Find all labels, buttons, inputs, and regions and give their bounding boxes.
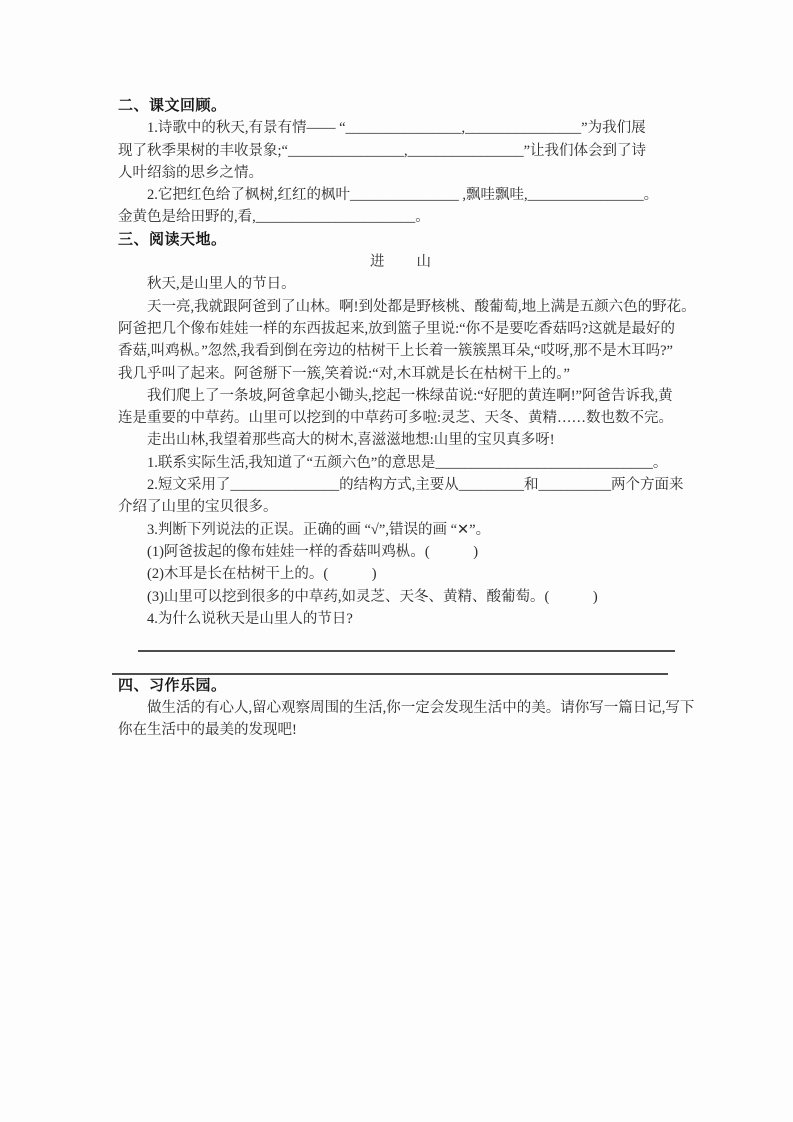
section-heading: 四、习作乐园。 <box>118 676 227 694</box>
worksheet-document <box>118 95 696 742</box>
worksheet-text-line: 金黄色是给田野的,看,______________________。 <box>118 209 430 226</box>
worksheet-text-line: 介绍了山里的宝贝很多。 <box>118 499 278 516</box>
answer-writing-line <box>138 630 675 652</box>
worksheet-text-line: 1.联系实际生活,我知道了“五颜六色”的意思是______________________________。 <box>147 454 668 471</box>
worksheet-text-line: 我几乎叫了起来。阿爸掰下一簇,笑着说:“对,木耳就是长在枯树干上的。” <box>118 365 570 382</box>
worksheet-text-line: (1)阿爸拔起的像布娃娃一样的香菇叫鸡枞。( ) <box>147 543 479 560</box>
answer-writing-line <box>112 652 668 674</box>
worksheet-text-line: (3)山里可以挖到很多的中草药,如灵芝、天冬、黄精、酸葡萄。( ) <box>147 588 598 605</box>
worksheet-text-line: 秋天,是山里人的节日。 <box>147 276 296 293</box>
worksheet-text-line: 2.短文采用了_______________的结构方式,主要从_________和__________两个方面来 <box>147 477 684 494</box>
section-heading: 三、阅读天地。 <box>118 230 227 248</box>
section-heading: 二、课文回顾。 <box>118 97 227 114</box>
worksheet-text-line: 现了秋季果树的丰收景象;“________________,________________”让我们体会到了诗 <box>118 142 647 159</box>
worksheet-text-line: 做生活的有心人,留心观察周围的生活,你一定会发现生活中的美。请你写一篇日记,写下 <box>147 700 695 717</box>
worksheet-text-line: 我们爬上了一条坡,阿爸拿起小锄头,挖起一株绿苗说:“好肥的黄连啊!”阿爸告诉我,黄 <box>147 387 673 404</box>
worksheet-text-line: 天一亮,我就跟阿爸到了山林。啊!到处都是野核桃、酸葡萄,地上满是五颜六色的野花。 <box>147 298 696 315</box>
passage-title: 进 山 <box>370 254 432 271</box>
worksheet-text-line: 走出山林,我望着那些高大的树木,喜滋滋地想:山里的宝贝真多呀! <box>147 432 555 449</box>
worksheet-text-line: 2.它把红色给了枫树,红红的枫叶_______________ ,飘哇飘哇,________________。 <box>147 187 659 204</box>
worksheet-text-line: 1.诗歌中的秋天,有景有情—— “________________,________________”为我们展 <box>147 120 646 137</box>
worksheet-text-line: 人叶绍翁的思乡之情。 <box>118 164 263 181</box>
worksheet-text-line: 4.为什么说秋天是山里人的节日? <box>147 610 353 627</box>
worksheet-text-line: 3.判断下列说法的正误。正确的画 “√”,错误的画 “✕”。 <box>147 521 491 538</box>
worksheet-text-line: 连是重要的中草药。山里可以挖到的中草药可多啦:灵芝、天冬、黄精……数也数不完。 <box>118 410 674 427</box>
worksheet-text-line: (2)木耳是长在枯树干上的。( ) <box>147 566 377 583</box>
worksheet-text-line: 你在生活中的最美的发现吧! <box>118 722 297 739</box>
worksheet-text-line: 阿爸把几个像布娃娃一样的东西拔起来,放到篮子里说:“你不是要吃香菇吗?这就是最好的 <box>118 320 676 337</box>
worksheet-text-line: 香菇,叫鸡枞。”忽然,我看到倒在旁边的枯树干上长着一簇簇黑耳朵,“哎呀,那不是木耳吗?” <box>118 343 673 360</box>
